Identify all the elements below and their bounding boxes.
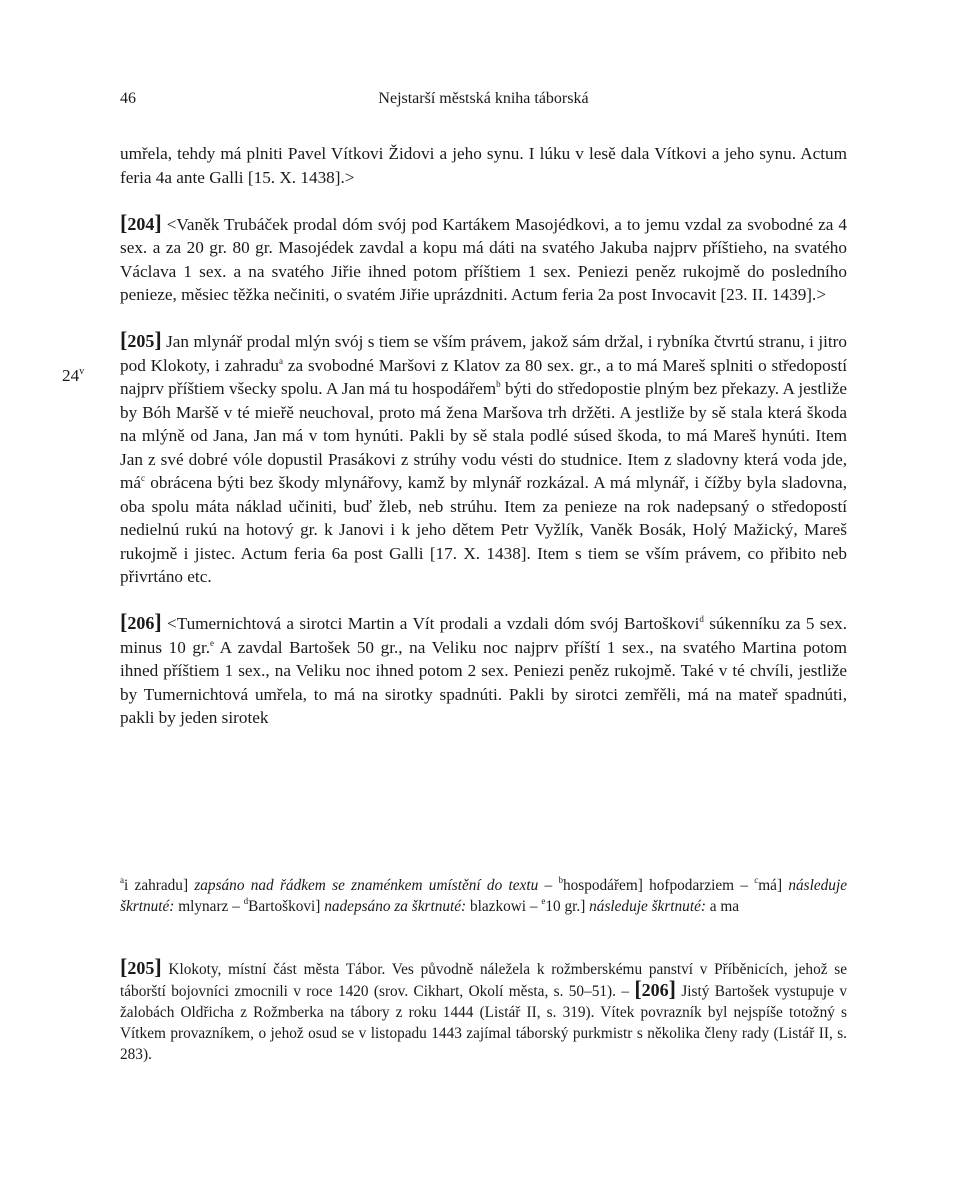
- running-title: Nejstarší městská kniha táborská: [378, 90, 589, 107]
- app-reading: blazkowi: [469, 898, 527, 915]
- app-lemma: hospodářem]: [562, 877, 643, 894]
- folio-side: v: [79, 366, 85, 377]
- footnote-mark: d: [699, 614, 704, 624]
- comm-number: 205: [127, 958, 155, 978]
- footnote-mark: a: [279, 355, 284, 366]
- app-reading: hofpodarziem: [649, 877, 735, 894]
- entry-number: 206: [127, 613, 155, 633]
- comm-text: Jistý Bartošek vystupuje v žalobách Oldřicha z Rožmberka na tábory z roku 1444 (Listář II, s. 319). Vítek povrazník byl nejspíše totožný s Vítkem provazníkem, o jehož osud se v listopadu 1443 zajímal táborský purkmistr s několika členy rady (Listář II, s. 283).: [120, 983, 847, 1063]
- app-note: nadepsáno za škrtnuté:: [324, 898, 467, 915]
- footnote-mark: e: [210, 637, 215, 648]
- entry-205: [205] Jan mlynář prodal mlýn svój s tiem se vším právem, jakož sám držal, i rybníka čtvrtú stranu, i jitro pod Klokoty, i zahradu$^a$ za svobodné Maršovi z Klatov za 80 sex. gr., a to má Mareš splniti o středopostí najprv příštiem všecky spolu. A Jan má tu hospodářem$^b$ býti do středopostie plným bez překazy. A jestliže by Bóh Maršě v té mieřě neuchoval, proto má žena Maršova trh držěti. A jestliže by sě stala která škoda na mlýně od Jana, Jan má v tom hynúti. Pakli by sě stala podlé súsed škoda, to má Mareš hynúti. Item Jan z své dobré vóle dopustil Prasákovi z strúhy vodu vésti do studnice. Item z sladovny která voda jde, $má^c$ obrácena býti bez škody mlynářovy, kamž by mlynář rozkázal. A má mlynář, i čížby byla sladovna, oba spolu máta náklad učiniti, buď žleb, neb strúhu. Item za penieze na rok nadepsaný o středopostí nedielnú rukú na hotový gr. k Janovi i k jeho dětem Petr Vyžlík, Vaněk Bosák, Holý Mažický, Mareš rukojmě i jistec. Actum feria 6a post Galli [17. X. 1438]. Item s tiem se vším právem, co přibito neb přivrtáno etc.: [120, 327, 847, 586]
- entry-number: 205: [127, 331, 155, 351]
- entry-text: za svobodné Maršovi z Klatov za 80 sex. gr., a to má Mareš splniti o středopostí najprv příštiem všecky spolu. A Jan má tu hospodářem: [120, 355, 847, 398]
- entry-number: 204: [127, 213, 155, 234]
- entry-continuation: umřela, tehdy má plniti Pavel Vítkovi Židovi a jeho synu. I lúku v lesě dala Vítkovi a jeho synu. Actum feria 4a ante Galli [15. X. 1438].>: [120, 144, 847, 187]
- entry-text: A zavdal Bartošek 50 gr., na Veliku noc najprv příští 1 sex., na svatého Martina potom ihned příštiem 1 sex., na Veliku noc ihned potom 2 sex. Peniezi peněz rukojmě. Také v té chvíli, jestliže by Tumernichtová umřela, to má na sirotky spadnúti. Pakli by sirotci zemřěli, má na mateř spadnúti, pakli by jeden sirotek: [120, 637, 847, 727]
- folio-marginal-note: [62, 366, 84, 386]
- app-lemma: Bartoškovi]: [248, 898, 321, 915]
- entry-text: býti do středopostie plným bez překazy. A jestliže by Bóh Maršě v té mieřě neuchoval, proto má žena Maršova trh držěti. A jestliže by sě stala která škoda na mlýně od Jana, Jan má v tom hynúti. Pakli by sě stala podlé súsed škoda, to má Mareš hynúti. Item Jan z své dobré vóle dopustil Prasákovi z strúhy vodu vésti do studnice. Item z sladovny která voda jde, má: [120, 379, 847, 492]
- folio-number: 24: [62, 366, 80, 385]
- entry-text: obrácena býti bez škody mlynářovy, kamž by mlynář rozkázal. A má mlynář, i čížby byla sladovna, oba spolu máta náklad učiniti, buď žleb, neb strúhu. Item za penieze na rok nadepsaný o středopostí nedielnú rukú na hotový gr. k Janovi i k jeho dětem Petr Vyžlík, Vaněk Bosák, Holý Mažický, Mareš rukojmě i jistec. Actum feria 6a post Galli [17. X. 1438]. Item s tiem se vším právem, co přibito neb přivrtáno etc.: [120, 473, 847, 586]
- app-lemma: má]: [758, 877, 783, 894]
- app-lemma: i zahradu]: [124, 877, 189, 894]
- entry-text: <Vaněk Trubáček prodal dóm svój pod Kartákem Masojédkovi, a to jemu vzdal za svobodné za 4 sex. a za 20 gr. 80 gr. Masojédek zavdal a kopu má dáti na svatého Jakuba najprv příštieho, na svatého Václava 1 sex. a na svatého Jiřie ihned potom příštiem 1 sex. Peniezi peněz rukojmě do posledního penieze, měsiec těžka nečiniti, o svatém Jiřie uprázdniti. Actum feria 2a post Invocavit [23. II. 1439].>: [120, 214, 847, 304]
- historical-commentary: [205] Klokoty, místní část města Tábor. Ves původně náležela k rožmberskému panství v Příběnicích, jehož se táborští bojovníci zmocnili v roce 1420 (srov. Cikhart, Okolí města, s. 50–51). – [206] Jistý Bartošek vystupuje v žalobách Oldřicha z Rožmberka na tábory z roku 1444 (Listář II, s. 319). Vítek povrazník byl nejspíše totožný s Vítkem provazníkem, o jehož osud se v listopadu 1443 zajímal táborský purkmistr s několika členy rady (Listář II, s. 283).: [120, 954, 847, 1063]
- app-reading: a ma: [709, 898, 740, 915]
- entry-204: [204] <Vaněk Trubáček prodal dóm svój pod Kartákem Masojédkovi, a to jemu vzdal za svobodné za 4 sex. a za 20 gr. 80 gr. Masojédek zavdal a kopu má dáti na svatého Jakuba najprv příštieho, na svatého Václava 1 sex. a na svatého Jiřie ihned potom příštiem 1 sex. Peniezi peněz rukojmě do posledního penieze, měsiec těžka nečiniti, o svatém Jiřie uprázdniti. Actum feria 2a post Invocavit [23. II. 1439].>: [120, 209, 847, 304]
- entry-text: Jan mlynář prodal mlýn svój s tiem se vším právem, jakož sám držal, i rybníka čtvrtú stranu, i jitro pod Klokoty, i zahradu: [120, 332, 847, 375]
- app-note: následuje škrtnuté:: [589, 898, 706, 915]
- critical-apparatus: $^a$i zahradu] zapsáno nad řádkem se znaménkem umístění do textu – $^b$hospodářem] hofpodarziem – $^c$má] následuje škrtnuté: mlynarz – $^d$Bartoškovi] nadepsáno za škrtnuté: blazkowi – $^e$10 gr.] následuje škrtnuté: a ma: [120, 875, 847, 915]
- comm-number: 206: [641, 980, 669, 1000]
- comm-text: Klokoty, místní část města Tábor. Ves původně náležela k rožmberskému panství v Příběnicích, jehož se táborští bojovníci zmocnili v roce 1420 (srov. Cikhart, Okolí města, s. 50–51).: [120, 961, 847, 1000]
- entry-text: súkenníku za 5 sex. minus 10 gr.: [120, 614, 847, 657]
- entry-text: <Tumernichtová a sirotci Martin a Vít prodali a vzdali dóm svój Bartoškovi: [167, 614, 700, 633]
- app-note: následuje škrtnuté:: [120, 877, 847, 915]
- page-number: 46: [120, 90, 136, 107]
- app-reading: mlynarz: [178, 898, 229, 915]
- entry-206: [206] <Tumernichtová a sirotci Martin a Vít prodali a vzdali dóm svój Bartoškovi$^d$ súkenníku za 5 sex. minus 10 gr.$^e$ A zavdal Bartošek 50 gr., na Veliku noc najprv příští 1 sex., na svatého Martina potom ihned příštiem 1 sex., na Veliku noc ihned potom 2 sex. Peniezi peněz rukojmě. Také v té chvíli, jestliže by Tumernichtová umřela, to má na sirotky spadnúti. Pakli by sirotci zemřěli, má na mateř spadnúti, pakli by jeden sirotek: [120, 609, 847, 727]
- running-header: [120, 90, 847, 114]
- footnote-mark: c: [141, 473, 145, 483]
- app-note: zapsáno nad řádkem se znaménkem umístění do textu: [194, 877, 539, 894]
- footnote-mark: b: [496, 379, 501, 389]
- app-lemma: 10 gr.]: [545, 898, 586, 915]
- main-text: [120, 142, 847, 730]
